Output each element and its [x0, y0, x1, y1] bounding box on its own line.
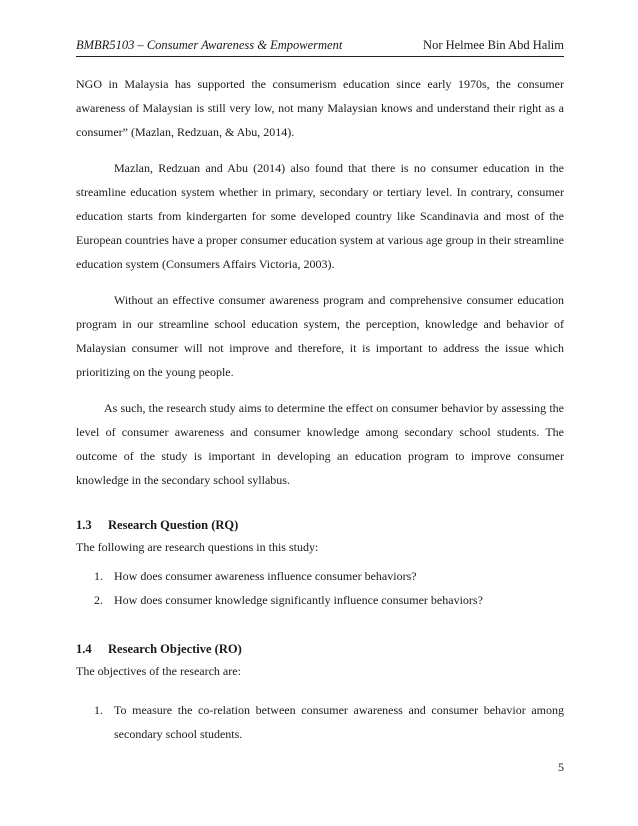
section-heading-rq	[76, 517, 564, 533]
list-item-text: How does consumer knowledge significantly influence consumer behaviors?	[114, 593, 483, 607]
list-item	[94, 564, 564, 588]
paragraph-ngo: NGO in Malaysia has supported the consumerism education since early 1970s, the consumer awareness of Malaysian is still very low, not many Malaysian knows and understand their right as a consumer” (Mazlan, Redzuan, & Abu, 2014).	[76, 77, 564, 139]
section-number: 1.4	[76, 642, 92, 656]
paragraph-consumer-education: Mazlan, Redzuan and Abu (2014) also found that there is no consumer education in the streamline education system whether in primary, secondary or tertiary level. In contrary, consumer education starts from kindergarten for some developed country like Scandinavia and most of the European countries have a proper consumer education system at various age group in their streamline education system (Consumers Affairs Victoria, 2003).	[76, 161, 564, 271]
paragraph-research-aim: As such, the research study aims to determine the effect on consumer behavior by assessing the level of consumer awareness and consumer knowledge among secondary school students. The outcome of the study is important in developing an education program to improve consumer knowledge in the secondary school syllabus.	[76, 401, 564, 487]
ro-intro: The objectives of the research are:	[76, 664, 241, 678]
page-number: 5	[558, 760, 564, 774]
header-author: Nor Helmee Bin Abd Halim	[423, 38, 564, 52]
section-title: Research Question (RQ)	[108, 518, 239, 532]
section-heading-ro	[76, 641, 564, 657]
section-title: Research Objective (RO)	[108, 642, 242, 656]
rq-intro: The following are research questions in this study:	[76, 540, 319, 554]
paragraph-effective-program: Without an effective consumer awareness program and comprehensive consumer education program in our streamline school education system, the perception, knowledge and behavior of Malaysian consumer will not improve and therefore, it is important to address the issue which prioritizing on the young people.	[76, 293, 564, 379]
list-marker: 1.	[94, 569, 103, 583]
rq-list	[94, 564, 564, 612]
list-marker: 1.	[94, 703, 103, 717]
list-marker: 2.	[94, 593, 103, 607]
section-number: 1.3	[76, 518, 92, 532]
ro-list-item	[94, 698, 564, 746]
list-item-text: To measure the co-relation between consumer awareness and consumer behavior among secondary school students.	[114, 703, 564, 741]
list-item-text: How does consumer awareness influence consumer behaviors?	[114, 569, 417, 583]
list-item	[94, 588, 564, 612]
header-course-title: BMBR5103 – Consumer Awareness & Empowerment	[76, 38, 343, 52]
running-header	[76, 38, 564, 57]
